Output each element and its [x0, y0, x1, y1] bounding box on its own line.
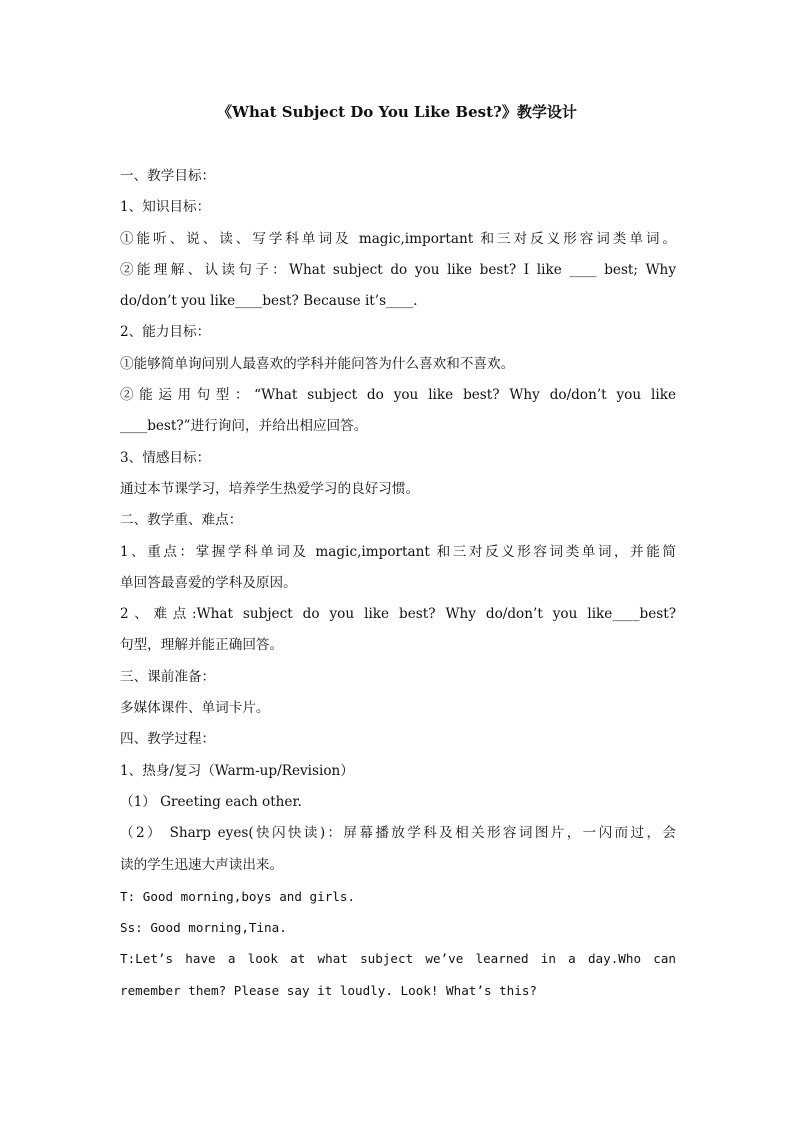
- ability-item-1: ①能够简单询问别人最喜欢的学科并能问答为什么喜欢和不喜欢。: [120, 355, 515, 372]
- process-substep-1: （1） Greeting each other.: [120, 793, 302, 810]
- preparation-item: 多媒体课件、单词卡片。: [120, 700, 270, 717]
- process-substep-2: （2） Sharp eyes(快闪快读)：屏幕播放学科及相关形容词图片，一闪而过，会: [120, 825, 676, 842]
- knowledge-item-2: ②能理解、认读句子：What subject do you like best? I like ____ best; Why: [120, 261, 676, 278]
- document-title: 《What Subject Do You Like Best?》教学设计: [217, 103, 577, 121]
- emotion-item: 通过本节课学习，培养学生热爱学习的良好习惯。: [120, 480, 420, 497]
- knowledge-item-2-cont: do/don’t you like____best? Because it’s____.: [120, 293, 418, 310]
- subheading-ability: 2、能力目标：: [120, 324, 211, 341]
- key-point-cont: 单回答最喜爱的学科及原因。: [120, 574, 297, 591]
- ability-item-2: ②能运用句型：“What subject do you like best? Why do/don’t you like: [120, 387, 676, 404]
- process-substep-2-cont: 读的学生迅速大声读出来。: [120, 856, 284, 873]
- process-step-warmup: 1、热身/复习（Warm-up/Revision）: [120, 762, 354, 779]
- dialogue-line-teacher-2-cont: remember them? Please say it loudly. Look! What’s this?: [120, 982, 538, 998]
- ability-item-2-cont: ____best?”进行询问，并给出相应回答。: [120, 418, 368, 435]
- knowledge-item-1: ①能听、说、读、写学科单词及 magic,important 和三对反义形容词类单词。: [120, 230, 676, 247]
- dialogue-line-students-1: Ss: Good morning,Tina.: [120, 920, 287, 936]
- difficult-point: 2、难点:What subject do you like best? Why do/don’t you like____best?: [120, 606, 676, 623]
- section-heading-preparation: 三、课前准备：: [120, 668, 216, 685]
- document-body: [120, 161, 676, 1006]
- section-heading-objectives: 一、教学目标：: [120, 168, 216, 184]
- key-point: 1、重点：掌握学科单词及 magic,important 和三对反义形容词类单词，并能简: [120, 543, 676, 560]
- section-heading-process: 四、教学过程：: [120, 731, 216, 748]
- dialogue-line-teacher-1: T: Good morning,boys and girls.: [120, 888, 356, 904]
- dialogue-line-teacher-2: T:Let’s have a look at what subject we’ve learned in a day.Who can: [120, 951, 676, 967]
- subheading-emotion: 3、情感目标：: [120, 449, 211, 466]
- difficult-point-cont: 句型，理解并能正确回答。: [120, 637, 284, 654]
- section-heading-key-points: 二、教学重、难点：: [120, 512, 243, 529]
- subheading-knowledge: 1、知识目标：: [120, 199, 211, 216]
